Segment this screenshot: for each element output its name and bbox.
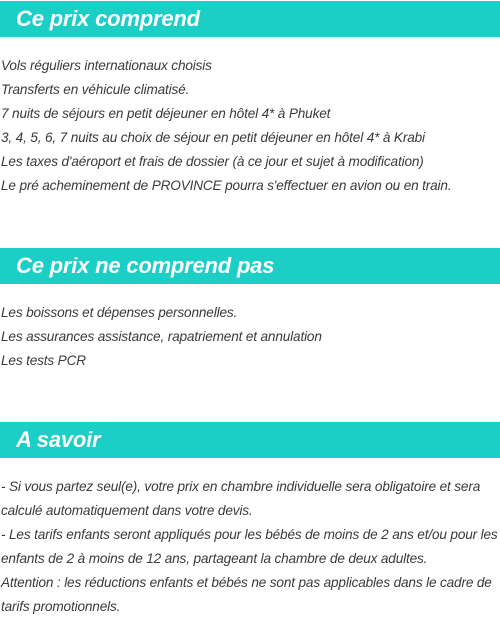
section-good-to-know [0,422,500,619]
included-list [0,54,500,198]
section-header-not-included [0,248,500,284]
info-paragraph: - Les tarifs enfants seront appliqués pour les bébés de moins de 2 ans et/ou pour les enfants de 2 à moins de 12 ans, partageant la chambre de deux adultes. [1,527,498,566]
info-paragraph: Attention : les réductions enfants et bébés ne sont pas applicables dans le cadre de tarifs promotionnels. [1,575,492,614]
list-item: Vols réguliers internationaux choisis [1,58,212,73]
list-item: Les assurances assistance, rapatriement et annulation [1,329,322,344]
good-to-know-text [0,475,500,619]
section-included [0,1,500,198]
section-not-included [0,248,500,373]
list-item: Les tests PCR [1,353,86,368]
list-item: 7 nuits de séjours en petit déjeuner en hôtel 4* à Phuket [1,106,331,121]
info-paragraph: - Si vous partez seul(e), votre prix en chambre individuelle sera obligatoire et sera calculé automatiquement dans votre devis. [1,479,481,518]
list-item: 3, 4, 5, 6, 7 nuits au choix de séjour en petit déjeuner en hôtel 4* à Krabi [1,130,425,145]
not-included-list [0,301,500,373]
list-item: Transferts en véhicule climatisé. [1,82,190,97]
list-item: Le pré acheminement de PROVINCE pourra s'effectuer en avion ou en train. [1,178,452,193]
section-title: Ce prix ne comprend pas [16,253,275,278]
section-header-included [0,1,500,37]
section-title: Ce prix comprend [16,6,200,31]
section-header-good-to-know [0,422,500,458]
list-item: Les taxes d'aéroport et frais de dossier (à ce jour et sujet à modification) [1,154,424,169]
list-item: Les boissons et dépenses personnelles. [1,305,238,320]
section-title: A savoir [16,427,101,452]
